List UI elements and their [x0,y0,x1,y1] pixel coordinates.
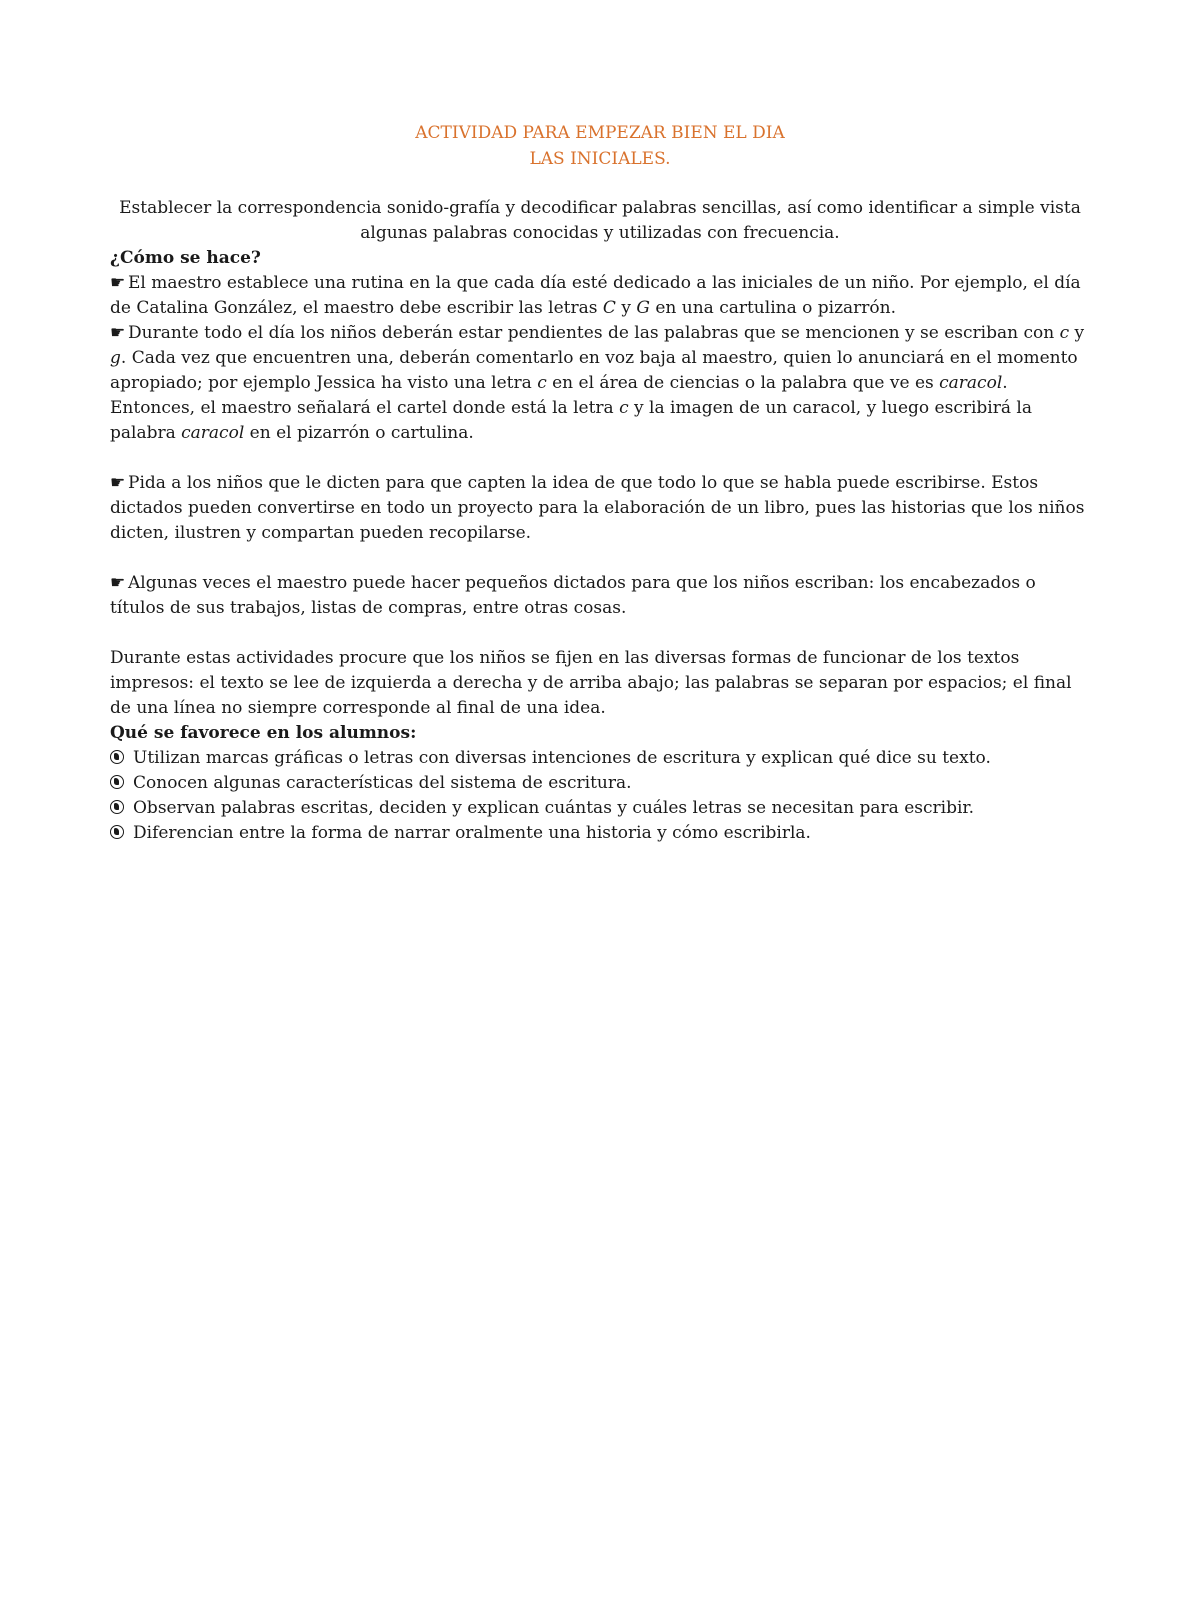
globe-icon [110,750,124,764]
list-item: Diferencian entre la forma de narrar oralmente una historia y cómo escribirla. [110,821,1090,846]
list-item: Utilizan marcas gráficas o letras con diversas intenciones de escritura y explican qué dice su texto. [110,746,1090,771]
favors-list [110,746,1090,846]
step-4: ☛ Algunas veces el maestro puede hacer pequeños dictados para que los niños escriban: los encabezados o títulos de sus trabajos, listas de compras, entre otras cosas. [110,573,1036,618]
globe-icon [110,775,124,789]
step-3: ☛ Pida a los niños que le dicten para que capten la idea de que todo lo que se habla puede escribirse. Estos dictados pueden convertirse en todo un proyecto para la elaboración de un libro, pues las historias que los niños dicten, ilustren y compartan pueden recopilarse. [110,473,1085,543]
pointing-hand-icon: ☛ [110,323,126,343]
globe-icon [110,800,124,814]
intro-paragraph: Establecer la correspondencia sonido-grafía y decodificar palabras sencillas, así como identificar a simple vista algunas palabras conocidas y utilizadas con frecuencia. [119,198,1081,243]
document-title [110,120,1090,172]
title-line-2: LAS INICIALES. [529,149,671,169]
list-item: Observan palabras escritas, deciden y explican cuántas y cuáles letras se necesitan para escribir. [110,796,1090,821]
globe-icon [110,825,124,839]
pointing-hand-icon: ☛ [110,573,126,593]
list-item: Conocen algunas características del sistema de escritura. [110,771,1090,796]
pointing-hand-icon: ☛ [110,273,126,293]
pointing-hand-icon: ☛ [110,473,126,493]
step-1: ☛ El maestro establece una rutina en la que cada día esté dedicado a las iniciales de un niño. Por ejemplo, el día de Catalina González, el maestro debe escribir las letras C y G en una cartulina o pizarrón. [110,273,1081,318]
favors-heading: Qué se favorece en los alumnos: [110,723,417,743]
title-line-1: ACTIVIDAD PARA EMPEZAR BIEN EL DIA [415,123,785,143]
how-heading: ¿Cómo se hace? [110,248,261,268]
closing-paragraph: Durante estas actividades procure que los niños se fijen en las diversas formas de funcionar de los textos impresos: el texto se lee de izquierda a derecha y de arriba abajo; las palabras se separan por espacios; el final de una línea no siempre corresponde al final de una idea. [110,648,1072,718]
step-2: ☛ Durante todo el día los niños deberán estar pendientes de las palabras que se mencionen y se escriban con c y g. Cada vez que encuentren una, deberán comentarlo en voz baja al maestro, quien lo anunciará en el momento apropiado; por ejemplo Jessica ha visto una letra c en el área de ciencias o la palabra que ve es caracol. Entonces, el maestro señalará el cartel donde está la letra c y la imagen de un caracol, y luego escribirá la palabra caracol en el pizarrón o cartulina. [110,323,1085,443]
